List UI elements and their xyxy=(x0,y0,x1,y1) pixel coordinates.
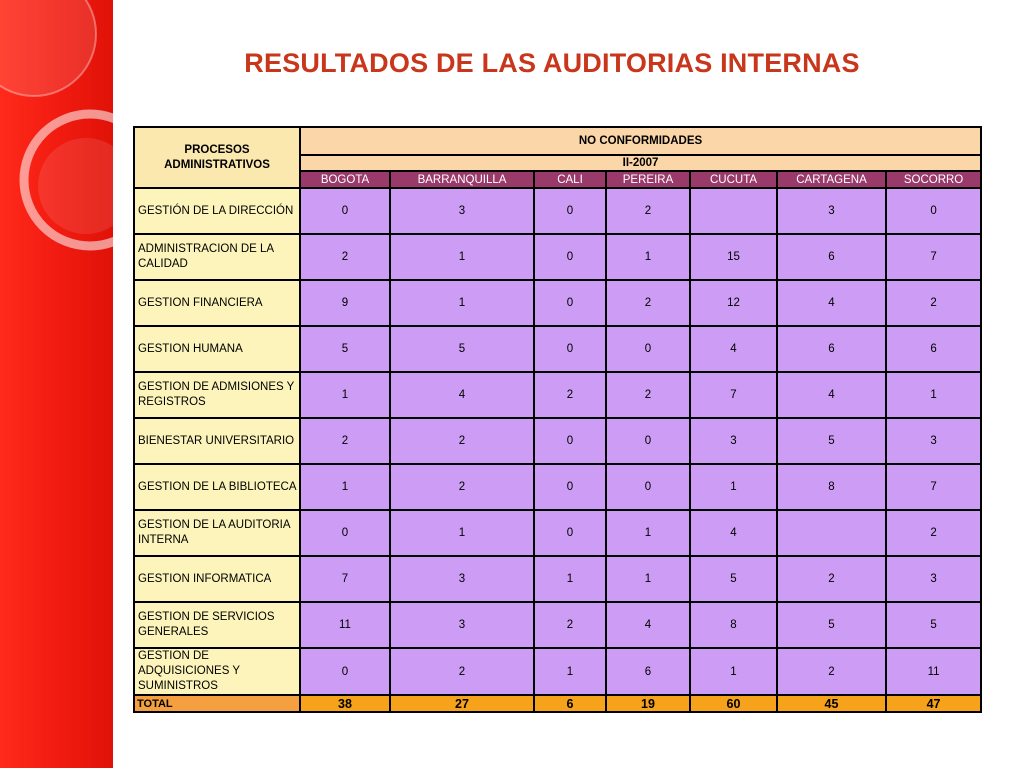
value-cell: 5 xyxy=(886,602,981,648)
value-cell: 7 xyxy=(886,464,981,510)
value-cell: 7 xyxy=(300,556,390,602)
value-cell: 3 xyxy=(390,556,534,602)
process-name-cell: GESTION DE LA AUDITORIA INTERNA xyxy=(134,510,300,556)
table-row xyxy=(134,326,981,372)
process-name-cell: GESTION DE SERVICIOS GENERALES xyxy=(134,602,300,648)
value-cell: 8 xyxy=(690,602,777,648)
value-cell: 5 xyxy=(690,556,777,602)
value-cell: 2 xyxy=(886,510,981,556)
value-cell: 7 xyxy=(886,234,981,280)
decorative-circles xyxy=(0,0,113,768)
process-name-cell: BIENESTAR UNIVERSITARIO xyxy=(134,418,300,464)
value-cell: 0 xyxy=(534,280,606,326)
value-cell: 8 xyxy=(777,464,886,510)
value-cell: 0 xyxy=(300,510,390,556)
table-row xyxy=(134,188,981,234)
total-value-cell: 38 xyxy=(300,695,390,712)
total-value-cell: 60 xyxy=(690,695,777,712)
value-cell: 0 xyxy=(534,326,606,372)
value-cell: 0 xyxy=(300,648,390,695)
value-cell: 1 xyxy=(606,510,690,556)
value-cell: 0 xyxy=(534,510,606,556)
table-row xyxy=(134,418,981,464)
value-cell: 3 xyxy=(886,556,981,602)
value-cell: 1 xyxy=(300,372,390,418)
value-cell xyxy=(690,188,777,234)
value-cell: 0 xyxy=(606,326,690,372)
value-cell: 0 xyxy=(534,464,606,510)
value-cell: 4 xyxy=(606,602,690,648)
value-cell: 3 xyxy=(390,602,534,648)
process-name-cell: GESTION DE ADMISIONES Y REGISTROS xyxy=(134,372,300,418)
city-header: SOCORRO xyxy=(886,171,981,188)
value-cell xyxy=(777,510,886,556)
table-row xyxy=(134,372,981,418)
value-cell: 5 xyxy=(390,326,534,372)
process-name-cell: GESTION FINANCIERA xyxy=(134,280,300,326)
table-row xyxy=(134,464,981,510)
value-cell: 1 xyxy=(390,280,534,326)
value-cell: 1 xyxy=(300,464,390,510)
value-cell: 2 xyxy=(390,648,534,695)
page-title: RESULTADOS DE LAS AUDITORIAS INTERNAS xyxy=(244,48,860,78)
city-header: PEREIRA xyxy=(606,171,690,188)
value-cell: 2 xyxy=(300,418,390,464)
city-header: BOGOTA xyxy=(300,171,390,188)
value-cell: 4 xyxy=(390,372,534,418)
value-cell: 11 xyxy=(886,648,981,695)
value-cell: 1 xyxy=(606,556,690,602)
value-cell: 0 xyxy=(606,464,690,510)
value-cell: 7 xyxy=(690,372,777,418)
value-cell: 2 xyxy=(390,464,534,510)
period-header: II-2007 xyxy=(300,155,981,171)
audit-results-table xyxy=(133,126,982,713)
value-cell: 6 xyxy=(777,234,886,280)
value-cell: 0 xyxy=(886,188,981,234)
process-name-cell: ADMINISTRACION DE LA CALIDAD xyxy=(134,234,300,280)
value-cell: 2 xyxy=(777,556,886,602)
value-cell: 0 xyxy=(606,418,690,464)
value-cell: 6 xyxy=(777,326,886,372)
value-cell: 4 xyxy=(690,326,777,372)
value-cell: 4 xyxy=(777,280,886,326)
value-cell: 4 xyxy=(690,510,777,556)
value-cell: 1 xyxy=(390,510,534,556)
process-name-cell: GESTION HUMANA xyxy=(134,326,300,372)
table-body xyxy=(134,127,981,712)
city-header: BARRANQUILLA xyxy=(390,171,534,188)
value-cell: 1 xyxy=(886,372,981,418)
value-cell: 2 xyxy=(534,372,606,418)
value-cell: 3 xyxy=(777,188,886,234)
city-header: CARTAGENA xyxy=(777,171,886,188)
total-label: TOTAL xyxy=(134,695,300,712)
value-cell: 15 xyxy=(690,234,777,280)
value-cell: 1 xyxy=(606,234,690,280)
value-cell: 2 xyxy=(534,602,606,648)
value-cell: 3 xyxy=(390,188,534,234)
header-row-top xyxy=(134,127,981,155)
total-value-cell: 6 xyxy=(534,695,606,712)
value-cell: 2 xyxy=(606,188,690,234)
group-header: NO CONFORMIDADES xyxy=(300,127,981,155)
value-cell: 2 xyxy=(886,280,981,326)
value-cell: 5 xyxy=(300,326,390,372)
table-row xyxy=(134,602,981,648)
total-value-cell: 27 xyxy=(390,695,534,712)
city-header: CUCUTA xyxy=(690,171,777,188)
value-cell: 6 xyxy=(886,326,981,372)
process-header: PROCESOS ADMINISTRATIVOS xyxy=(134,127,300,188)
table-row xyxy=(134,648,981,695)
value-cell: 1 xyxy=(534,556,606,602)
table-row xyxy=(134,556,981,602)
value-cell: 2 xyxy=(606,372,690,418)
value-cell: 2 xyxy=(390,418,534,464)
value-cell: 5 xyxy=(777,602,886,648)
value-cell: 1 xyxy=(690,648,777,695)
value-cell: 6 xyxy=(606,648,690,695)
value-cell: 2 xyxy=(300,234,390,280)
total-value-cell: 19 xyxy=(606,695,690,712)
table-row xyxy=(134,234,981,280)
value-cell: 3 xyxy=(886,418,981,464)
city-header: CALI xyxy=(534,171,606,188)
value-cell: 1 xyxy=(534,648,606,695)
value-cell: 1 xyxy=(690,464,777,510)
total-value-cell: 47 xyxy=(886,695,981,712)
process-name-cell: GESTION INFORMATICA xyxy=(134,556,300,602)
process-name-cell: GESTIÓN DE LA DIRECCIÓN xyxy=(134,188,300,234)
value-cell: 0 xyxy=(534,418,606,464)
process-name-cell: GESTION DE ADQUISICIONES Y SUMINISTROS xyxy=(134,648,300,695)
value-cell: 3 xyxy=(690,418,777,464)
value-cell: 0 xyxy=(534,234,606,280)
value-cell: 0 xyxy=(534,188,606,234)
value-cell: 11 xyxy=(300,602,390,648)
value-cell: 1 xyxy=(390,234,534,280)
value-cell: 5 xyxy=(777,418,886,464)
value-cell: 4 xyxy=(777,372,886,418)
process-name-cell: GESTION DE LA BIBLIOTECA xyxy=(134,464,300,510)
value-cell: 9 xyxy=(300,280,390,326)
value-cell: 2 xyxy=(777,648,886,695)
decorative-side-band xyxy=(0,0,113,768)
table-row xyxy=(134,280,981,326)
total-value-cell: 45 xyxy=(777,695,886,712)
table-row xyxy=(134,510,981,556)
value-cell: 0 xyxy=(300,188,390,234)
total-row xyxy=(134,695,981,712)
value-cell: 12 xyxy=(690,280,777,326)
value-cell: 2 xyxy=(606,280,690,326)
